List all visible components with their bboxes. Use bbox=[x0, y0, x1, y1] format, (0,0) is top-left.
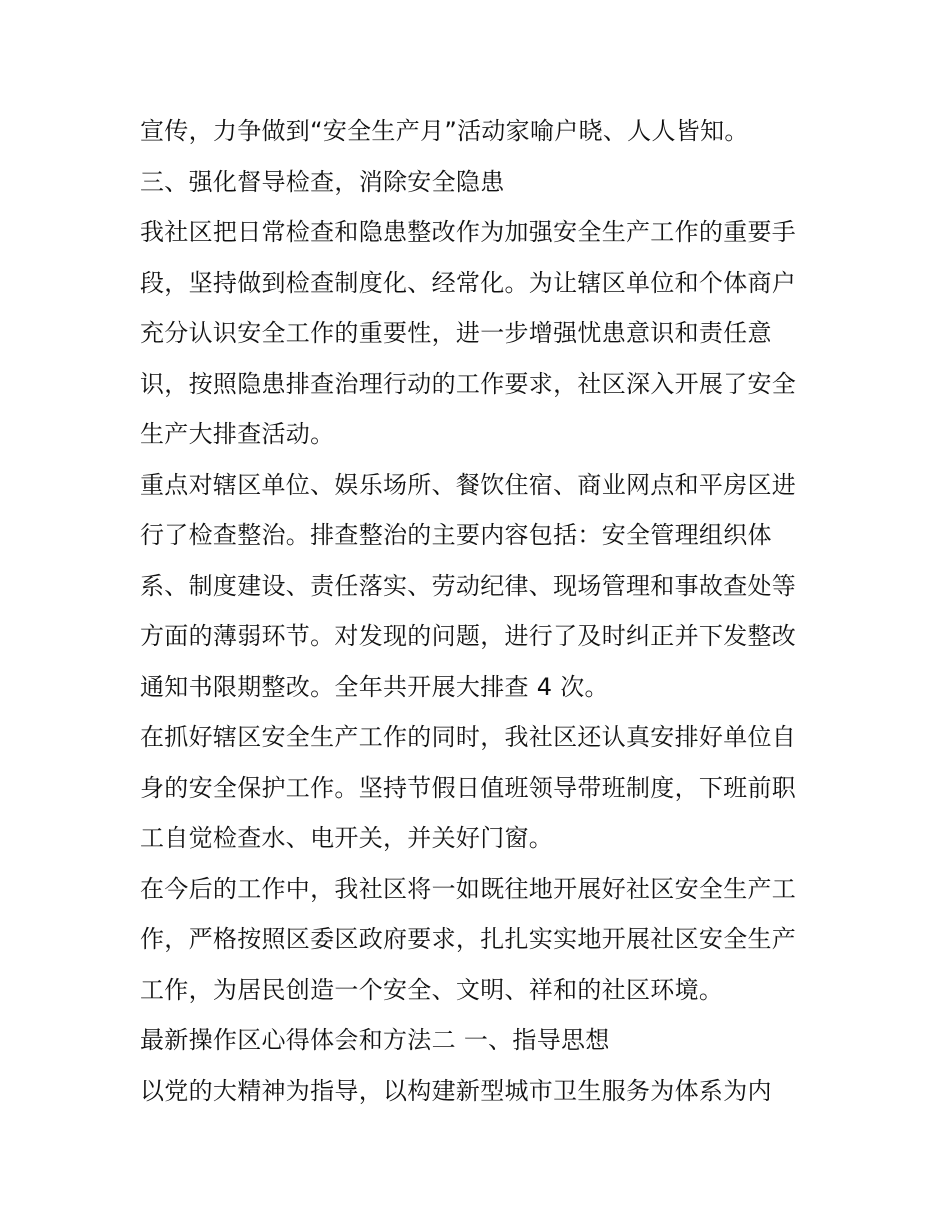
text-line: 识，按照隐患排查治理行动的工作要求，社区深入开展了安全 bbox=[140, 369, 797, 398]
text-line: 充分认识安全工作的重要性，进一步增强忧患意识和责任意 bbox=[140, 319, 772, 347]
text-line: 行了检查整治。排查整治的主要内容包括：安全管理组织体 bbox=[140, 521, 772, 549]
text-line: 作，严格按照区委区政府要求，扎扎实实地开展社区安全生产 bbox=[140, 925, 797, 953]
text-line: 在抓好辖区安全生产工作的同时，我社区还认真安排好单位自 bbox=[140, 723, 797, 751]
document-body bbox=[140, 106, 830, 1116]
text-line: 身的安全保护工作。坚持节假日值班领导带班制度，下班前职 bbox=[140, 773, 797, 802]
text-line: 段，坚持做到检查制度化、经常化。为让辖区单位和个体商户 bbox=[140, 268, 797, 297]
section-heading: 三、强化督导检查，消除安全隐患 bbox=[140, 167, 505, 196]
text-line: 重点对辖区单位、娱乐场所、餐饮住宿、商业网点和平房区进 bbox=[140, 470, 797, 499]
text-line: 方面的薄弱环节。对发现的问题，进行了及时纠正并下发整改 bbox=[140, 622, 797, 650]
section-heading: 最新操作区心得体会和方法二 一、指导思想 bbox=[140, 1026, 610, 1054]
text-line: 工作，为居民创造一个安全、文明、祥和的社区环境。 bbox=[140, 975, 724, 1004]
text-line: 在今后的工作中，我社区将一如既往地开展好社区安全生产工 bbox=[140, 874, 797, 903]
text-line: 生产大排查活动。 bbox=[140, 420, 335, 448]
text-line: 工自觉检查水、电开关，并关好门窗。 bbox=[140, 824, 554, 852]
text-line: 通知书限期整改。全年共开展大排查 4 次。 bbox=[140, 672, 609, 701]
text-line: 宣传，力争做到“安全生产月”活动家喻户晓、人人皆知。 bbox=[140, 117, 749, 145]
text-line: 我社区把日常检查和隐患整改作为加强安全生产工作的重要手 bbox=[140, 218, 797, 246]
text-line: 系、制度建设、责任落实、劳动纪律、现场管理和事故查处等 bbox=[140, 571, 797, 600]
text-line: 以党的大精神为指导，以构建新型城市卫生服务为体系为内 bbox=[140, 1076, 772, 1105]
